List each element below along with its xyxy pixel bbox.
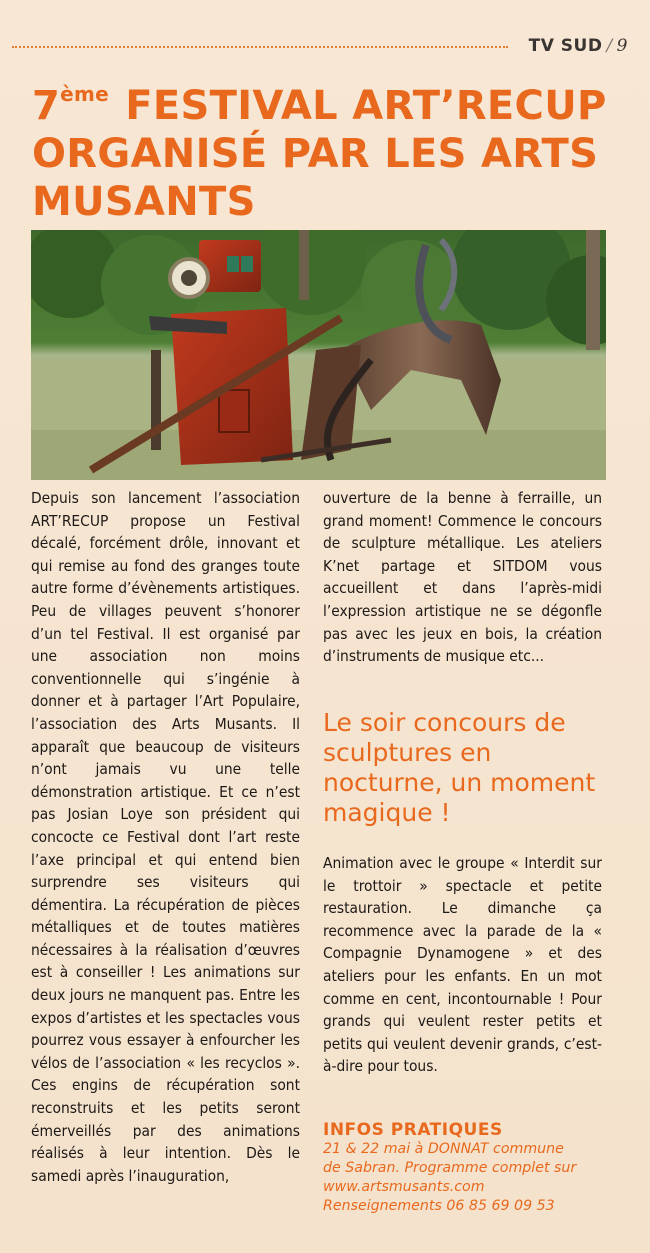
- title-line-1: FESTIVAL ART’RECUP: [125, 83, 607, 129]
- body-text-right-top: ouverture de la benne à ferraille, un grand moment! Commence le concours de sculpture métallique. Les ateliers K’net partage et SITDOM vous accueillent et dans l’après-midi l’expression artistique ne se dégonfle pas avec les jeux en bois, la création d’instruments de musique etc...: [323, 489, 602, 666]
- article-column-left: [31, 487, 300, 1187]
- article-column-right-top: [323, 487, 602, 668]
- pull-quote: Le soir concours de sculptures en nocturne, un moment magique !: [323, 708, 596, 827]
- title-line-3: MUSANTS: [32, 179, 256, 225]
- infos-heading: INFOS PRATIQUES: [323, 1120, 503, 1140]
- infos-line-1: 21 & 22 mai à DONNAT commune: [323, 1141, 564, 1157]
- infos-line-2: de Sabran. Programme complet sur: [323, 1160, 577, 1176]
- article-title: [32, 70, 632, 226]
- page-number: 9: [616, 36, 628, 56]
- section-name: TV SUD: [528, 36, 603, 56]
- header-dotted-rule: [12, 46, 508, 48]
- title-ordinal: 7: [32, 83, 61, 129]
- body-text-right-mid: Animation avec le groupe « Interdit sur le trottoir » spectacle et petite restauration. Le dimanche ça recommence avec la parade de la « Compagnie Dynamogene » et des ateliers pour les enfants. En un mot comme en cent, incontournable ! Pour grands qui veulent rester petits et petits qui veulent devenir grands, c’est-à-dire pour tous.: [323, 854, 602, 1076]
- header-separator: /: [606, 36, 613, 56]
- infos-website-link[interactable]: www.artsmusants.com: [323, 1179, 485, 1195]
- infos-block: [323, 1140, 613, 1216]
- article-photo: [31, 230, 606, 480]
- article-column-right-mid: [323, 852, 602, 1078]
- body-text-left: Depuis son lancement l’association ART’RECUP propose un Festival décalé, forcément drôle, innovant et qui remise au fond des granges toute autre forme d’évènements artistiques. Peu de villages peuvent s’honorer d’un tel Festival. Il est organisé par une association non moins conventionnelle qui s’ingénie à donner et à partager l’Art Populaire, l’association des Arts Musants. Il apparaît que beaucoup de visiteurs n’ont jamais vu une telle démonstration artistique. Et ce n’est pas Josian Loye son président qui concocte ce Festival dont l’art reste l’axe principal et qui entend bien surprendre ses visiteurs qui démentira. La récupération de pièces métalliques et de toutes matières nécessaires à la réalisation d’œuvres est à conseiller ! Les animations sur deux jours ne manquent pas. Entre les expos d’artistes et les spectacles vous pourrez vous essayer à enfourcher les vélos de l’association « les recyclos ». Ces engins de récupération sont reconstruits et les petits seront émerveillés par des animations réalisés à leur intention. Dès le samedi après l’inauguration,: [31, 489, 300, 1185]
- title-line-2: ORGANISÉ PAR LES ARTS: [32, 131, 599, 177]
- title-ordinal-sup: ème: [60, 82, 110, 106]
- metal-robot-sculpture-icon: [31, 230, 606, 480]
- page-header: [529, 36, 628, 56]
- infos-phone: Renseignements 06 85 69 09 53: [323, 1198, 555, 1214]
